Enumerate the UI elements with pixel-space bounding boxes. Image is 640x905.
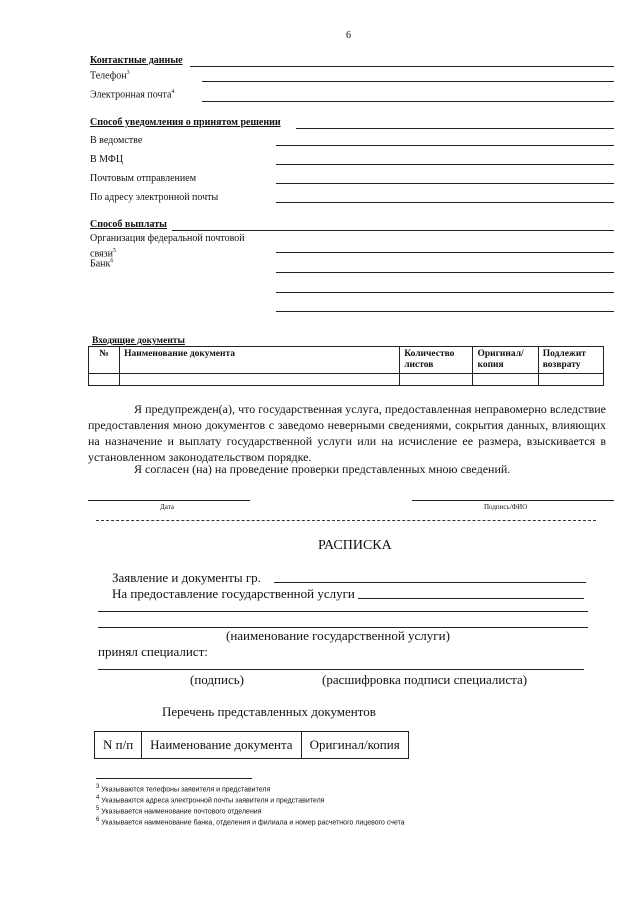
table-cell[interactable]: [473, 374, 538, 386]
notify-email-field[interactable]: [276, 202, 614, 203]
notify-post-field[interactable]: [276, 183, 614, 184]
service-caption: (наименование государственной услуги): [226, 628, 450, 643]
col-return: Подлежит возврату: [538, 347, 603, 374]
payment-bank-field-1[interactable]: [276, 272, 614, 273]
footnote-5: $^5$ Указывается наименование почтового отделения: [96, 806, 262, 816]
notify-agency-field[interactable]: [276, 145, 614, 146]
notify-mfc-field[interactable]: [276, 164, 614, 165]
notify-item-email: По адресу электронной почты: [90, 192, 219, 203]
payment-postal-field[interactable]: [276, 252, 614, 253]
receipt-line-service: На предоставление государственной услуги: [112, 586, 355, 601]
col-number: N п/п: [95, 732, 142, 759]
email-field[interactable]: [202, 101, 614, 102]
phone-field[interactable]: [202, 81, 614, 82]
notify-item-post: Почтовым отправлением: [90, 173, 197, 184]
date-field[interactable]: [88, 500, 250, 501]
col-doc-name: Наименование документа: [120, 347, 400, 374]
incoming-docs-table: [88, 346, 604, 386]
col-doc-name: Наименование документа: [142, 732, 301, 759]
col-sheets: Количество листов: [400, 347, 473, 374]
table-cell[interactable]: [89, 374, 120, 386]
notification-header-line: [296, 128, 614, 129]
signature-field[interactable]: [412, 500, 614, 501]
receipt-docs-table: [94, 731, 409, 759]
payment-header: Способ выплаты: [90, 219, 167, 230]
cut-line: [96, 520, 596, 521]
table-cell[interactable]: [538, 374, 603, 386]
receipt-line-applicant: Заявление и документы гр.: [112, 570, 261, 585]
footnote-separator: [96, 778, 252, 779]
consent-text: Я согласен (на) на проведение проверки представленных мною сведений.: [134, 462, 511, 476]
notification-header: Способ уведомления о принятом решении: [90, 117, 281, 128]
payment-header-line: [172, 230, 614, 231]
contacts-header-line: [190, 66, 614, 67]
applicant-name-field[interactable]: [274, 582, 586, 583]
footnote-6: $^6$ Указывается наименование банка, отделения и филиала и номер расчетного лицевого счета: [96, 817, 405, 827]
service-field[interactable]: [358, 598, 584, 599]
payment-bank-label: Банк$^6$: [90, 258, 114, 270]
decode-caption: (расшифровка подписи специалиста): [322, 672, 528, 687]
email-label: Электронная почта$^4$: [90, 89, 175, 101]
page-number: 6: [346, 30, 351, 41]
col-original-copy: Оригинал/ копия: [473, 347, 538, 374]
notify-item-agency: В ведомстве: [90, 135, 143, 146]
col-number: №: [89, 347, 120, 374]
docs-list-title: Перечень представленных документов: [162, 704, 376, 719]
phone-label: Телефон$^3$: [90, 70, 130, 82]
date-label: Дата: [160, 503, 174, 511]
table-header-row: [95, 732, 409, 759]
signature-label: Подпись/ФИО: [484, 503, 528, 511]
incoming-docs-header: Входящие документы: [92, 336, 185, 346]
payment-bank-field-2[interactable]: [276, 292, 614, 293]
contacts-header: Контактные данные: [90, 55, 183, 66]
service-field-2[interactable]: [98, 611, 588, 612]
table-cell[interactable]: [120, 374, 400, 386]
notify-item-mfc: В МФЦ: [90, 154, 124, 165]
payment-bank-field-3[interactable]: [276, 311, 614, 312]
table-row: [89, 374, 604, 386]
warning-paragraph: Я предупрежден(а), что государственная услуга, предоставленная неправомерно вследствие предоставления мною документов с заведомо неверными сведениями, сокрытия данных, влияющих на назначение и выплату государственной услуги или на исчисление ее размера, взыскивается в установленном законодательством порядке.: [88, 402, 606, 464]
table-header-row: [89, 347, 604, 374]
receipt-title: РАСПИСКА: [318, 538, 392, 553]
table-cell[interactable]: [400, 374, 473, 386]
payment-postal-label: Организация федеральной почтовой связи$^5$: [90, 233, 245, 260]
footnote-3: $^3$ Указываются телефоны заявителя и представителя: [96, 784, 271, 794]
accepted-by-label: принял специалист:: [98, 644, 208, 659]
signature-caption: (подпись): [190, 672, 244, 687]
col-original-copy: Оригинал/копия: [301, 732, 408, 759]
specialist-field[interactable]: [98, 669, 584, 670]
footnote-4: $^4$ Указываются адреса электронной почты заявителя и представителя: [96, 795, 325, 805]
